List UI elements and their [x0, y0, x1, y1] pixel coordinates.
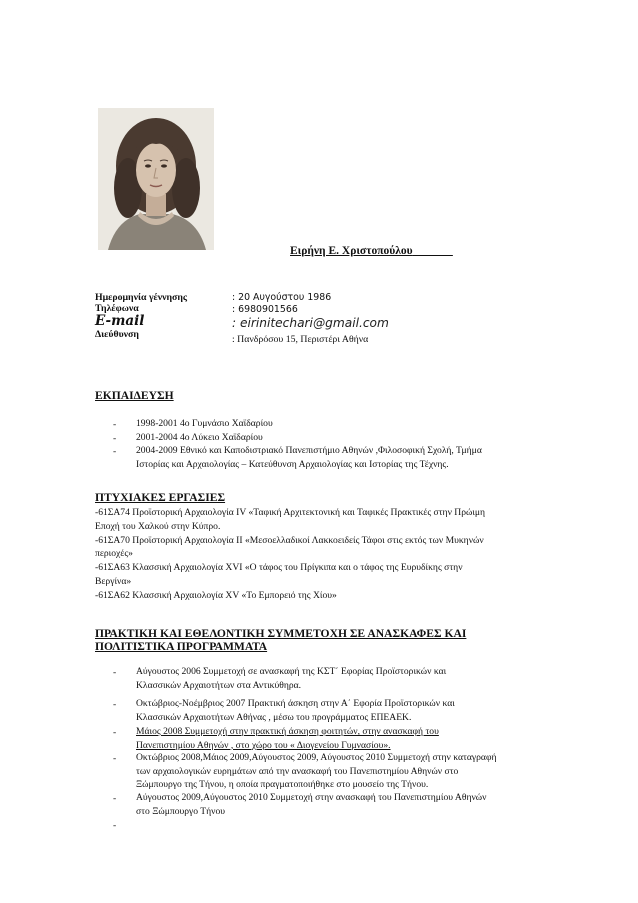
birth-date-value: : 20 Αυγούστου 1986: [232, 292, 332, 303]
education-title: ΕΚΠΑΙΔΕΥΣΗ: [95, 389, 174, 402]
address-value: : Πανδρόσου 15, Περιστέρι Αθήνα: [232, 334, 369, 345]
education-item: 2001-2004 4ο Λύκειο Χαϊδαρίου: [136, 432, 263, 443]
practice-item: Αύγουστος 2009,Αύγουστος 2010 Συμμετοχή στην ανασκαφή του Πανεπιστημίου Αθηνών στο Ξώμπουργο Τήνου: [136, 792, 487, 817]
coursework-title: ΠΤΥΧΙΑΚΕΣ ΕΡΓΑΣΙΕΣ: [95, 491, 226, 504]
practice-bullet: -: [113, 699, 117, 710]
address-label: Διεύθυνση: [95, 329, 139, 340]
practice-bullet: -: [113, 667, 117, 678]
birth-date-label: Ημερομηνία γέννησης: [95, 292, 188, 303]
education-item: 2004-2009 Εθνικό και Καποδιστριακό Πανεπιστήμιο Αθηνών ,Φιλοσοφική Σχολή, Τμήμα Ιστορίας και Αρχαιολογίας – Κατεύθυνση Αρχαιολογίας και Ιστορίας της Τέχνης.: [136, 445, 482, 470]
practice-item: Μάιος 2008 Συμμετοχή στην πρακτική άσκηση φοιτητών, στην ανασκαφή του Πανεπιστημίου Αθηνών , στο χώρο του « Διογενείου Γυμνασίου».: [136, 726, 439, 751]
education-bullet: -: [113, 433, 117, 444]
practice-bullet: -: [113, 727, 117, 738]
phone-value: : 6980901566: [232, 304, 298, 315]
email-value[interactable]: : eirinitechari@gmail.com: [232, 316, 389, 330]
practice-title: ΠΡΑΚΤΙΚΗ ΚΑΙ ΕΘΕΛΟΝΤΙΚΗ ΣΥΜΜΕΤΟΧΗ ΣΕ ΑΝΑΣΚΑΦΕΣ ΚΑΙ ΠΟΛΙΤΙΣΤΙΚΑ ΠΡΟΓΡΑΜΜΑΤΑ: [95, 627, 467, 653]
practice-bullet: -: [113, 753, 117, 764]
practice-item: Αύγουστος 2006 Συμμετοχή σε ανασκαφή της ΚΣΤ΄ Εφορίας Προϊστορικών και Κλασσικών Αρχαιοτήτων στα Αντικύθηρα.: [136, 666, 447, 691]
phone-label: Τηλέφωνα: [95, 303, 139, 314]
practice-bullet: -: [113, 820, 117, 831]
education-item: 1998-2001 4ο Γυμνάσιο Χαϊδαρίου: [136, 418, 273, 429]
practice-bullet: -: [113, 793, 117, 804]
practice-item: Οκτώβριος-Νοέμβριος 2007 Πρακτική άσκηση στην Α΄ Εφορία Προϊστορικών και Κλασσικών Αρχαιοτήτων Αθήνας , μέσω του προγράμματος ΕΠΕΑΕΚ.: [136, 698, 455, 723]
coursework-list: -61ΣΑ74 Προϊστορική Αρχαιολογία IV «Ταφική Αρχιτεκτονική και Ταφικές Πρακτικές στην Πρώιμη Εποχή του Χαλκού στην Κύπρο. -61ΣΑ70 Προϊστορική Αρχαιολογία II «Μεσοελλαδικοί Λακκοειδείς Τάφοι στις εκτός των Μυκηνών περιοχές» -61ΣΑ63 Κλασσική Αρχαιολογία XVI «Ο τάφος του Πρίγκιπα και ο τάφος της Ευρυδίκης στην Βεργίνα» -61ΣΑ62 Κλασσική Αρχαιολογία XV «Το Εμπορειό της Χίου»: [95, 507, 486, 601]
education-bullet: -: [113, 446, 117, 457]
email-label: E-mail: [95, 313, 145, 329]
education-bullet: -: [113, 419, 117, 430]
profile-photo: [98, 108, 214, 250]
practice-item: Οκτώβριος 2008,Μάιος 2009,Αύγουστος 2009, Αύγουστος 2010 Συμμετοχή στην καταγραφή των αρχαιολογικών ευρημάτων από την ανασκαφή του Πανεπιστημίου Αθηνών στο Ξώμπουργο της Τήνου, η οποία πραγματοποιήθηκε στο μουσείο της Τήνου.: [136, 752, 497, 791]
person-name: Ειρήνη Ε. Χριστοπούλου: [290, 245, 413, 257]
